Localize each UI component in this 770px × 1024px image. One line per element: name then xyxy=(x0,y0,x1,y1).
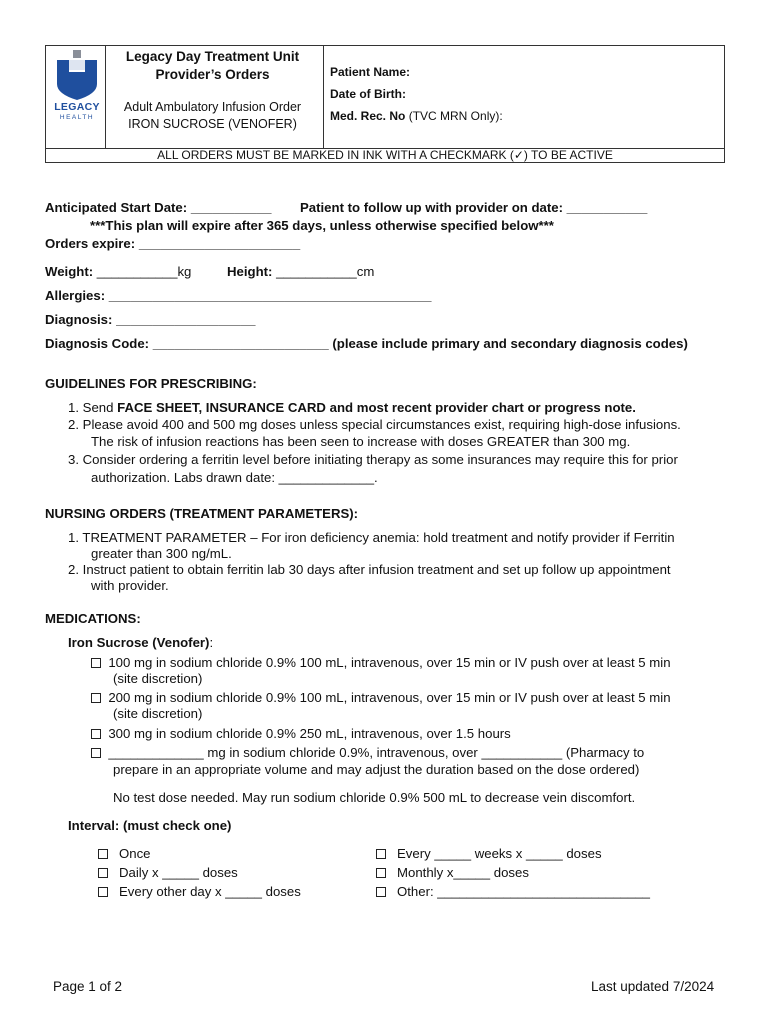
medication-option-100mg-cont: (site discretion) xyxy=(113,671,203,686)
interval-option-every-other-day[interactable] xyxy=(98,884,301,899)
interval-option-monthly[interactable] xyxy=(376,865,529,880)
medication-option-300mg[interactable] xyxy=(91,726,511,741)
logo-wordmark: LEGACY xyxy=(54,101,100,113)
interval-option-once[interactable] xyxy=(98,846,151,861)
weight-field[interactable] xyxy=(45,264,191,279)
logo-subtext: HEALTH xyxy=(59,114,95,121)
test-dose-note: No test dose needed. May run sodium chloride 0.9% 500 mL to decrease vein discomfort. xyxy=(113,790,636,805)
expiration-note: ***This plan will expire after 365 days, unless otherwise specified below*** xyxy=(90,218,554,233)
drug-name-title: IRON SUCROSE (VENOFER) xyxy=(128,117,297,131)
checkbox[interactable] xyxy=(91,729,101,739)
interval-option-other[interactable] xyxy=(376,884,650,899)
drug-name xyxy=(68,635,213,650)
drug-name-colon: : xyxy=(209,635,214,650)
checkbox[interactable] xyxy=(91,748,101,758)
checkbox[interactable] xyxy=(376,849,386,859)
medications-heading: MEDICATIONS: xyxy=(45,611,141,626)
orders-expire-field[interactable]: Orders expire: ______________________ xyxy=(45,236,301,251)
interval-heading: Interval: (must check one) xyxy=(68,818,232,833)
option-label: 100 mg in sodium chloride 0.9% 100 mL, intravenous, over 15 min or IV push over at least 5 min xyxy=(108,655,671,670)
guideline-1-prefix: 1. Send xyxy=(68,400,118,415)
form-title: Provider’s Orders xyxy=(155,67,270,82)
checkbox[interactable] xyxy=(376,887,386,897)
option-label: 300 mg in sodium chloride 0.9% 250 mL, intravenous, over 1.5 hours xyxy=(108,726,511,741)
dob-label: Date of Birth: xyxy=(330,87,406,101)
nursing-heading: NURSING ORDERS (TREATMENT PARAMETERS): xyxy=(45,506,359,521)
checkbox[interactable] xyxy=(91,693,101,703)
height-field[interactable] xyxy=(227,264,374,279)
order-header-box xyxy=(45,45,725,149)
medication-option-200mg-cont: (site discretion) xyxy=(113,706,203,721)
medication-option-200mg[interactable] xyxy=(91,690,671,705)
checkbox[interactable] xyxy=(98,868,108,878)
option-label: Once xyxy=(119,846,151,861)
legacy-health-logo xyxy=(51,50,103,124)
guideline-item-1 xyxy=(68,400,636,415)
option-label: Every _____ weeks x _____ doses xyxy=(397,846,602,861)
option-label: 200 mg in sodium chloride 0.9% 100 mL, intravenous, over 15 min or IV push over at least 5 min xyxy=(108,690,671,705)
option-label: Daily x _____ doses xyxy=(119,865,238,880)
legacy-shield-icon xyxy=(51,50,103,100)
nursing-item-1-cont: greater than 300 ng/mL. xyxy=(91,546,232,561)
interval-option-weekly[interactable] xyxy=(376,846,602,861)
allergies-field[interactable]: Allergies: ____________________________________________ xyxy=(45,288,432,303)
weight-label: Weight: xyxy=(45,264,94,279)
weight-blank: ___________kg xyxy=(93,264,192,279)
diagnosis-code-field[interactable]: Diagnosis Code: ________________________ (please include primary and secondary diagnosis codes) xyxy=(45,336,688,351)
guideline-item-2: 2. Please avoid 400 and 500 mg doses unless special circumstances exist, requiring high-dose infusions. xyxy=(68,417,681,432)
option-label: _____________ mg in sodium chloride 0.9%, intravenous, over ___________ (Pharmacy to xyxy=(108,745,645,760)
last-updated: Last updated 7/2024 xyxy=(591,979,715,994)
mrn-note: (TVC MRN Only): xyxy=(405,109,503,123)
checkbox[interactable] xyxy=(98,849,108,859)
checkbox[interactable] xyxy=(91,658,101,668)
medication-option-custom-cont: prepare in an appropriate volume and may adjust the duration based on the dose ordered) xyxy=(113,762,640,777)
medication-option-custom[interactable] xyxy=(91,745,644,760)
drug-name-bold: Iron Sucrose (Venofer) xyxy=(68,635,210,650)
height-blank: ___________cm xyxy=(272,264,375,279)
interval-option-daily[interactable] xyxy=(98,865,238,880)
option-label: Other: _____________________________ xyxy=(397,884,651,899)
guideline-item-3: 3. Consider ordering a ferritin level before initiating therapy as some insurances may require this for prior xyxy=(68,452,678,467)
option-label: Every other day x _____ doses xyxy=(119,884,301,899)
option-label: Monthly x_____ doses xyxy=(397,865,529,880)
mrn-label-line xyxy=(330,109,503,123)
order-type: Adult Ambulatory Infusion Order xyxy=(123,100,302,114)
diagnosis-field[interactable]: Diagnosis: ___________________ xyxy=(45,312,256,327)
mrn-label: Med. Rec. No xyxy=(330,109,406,123)
page-number: Page 1 of 2 xyxy=(53,979,123,994)
guideline-1-bold: FACE SHEET, INSURANCE CARD and most recent provider chart or progress note. xyxy=(117,400,636,415)
nursing-item-2: 2. Instruct patient to obtain ferritin lab 30 days after infusion treatment and set up follow up appointment xyxy=(68,562,671,577)
guideline-item-2-cont: The risk of infusion reactions has been seen to increase with doses GREATER than 300 mg. xyxy=(91,434,631,449)
unit-title: Legacy Day Treatment Unit xyxy=(125,49,300,64)
labs-drawn-date-field[interactable]: authorization. Labs drawn date: _____________. xyxy=(91,470,378,485)
patient-name-label: Patient Name: xyxy=(330,65,411,79)
guidelines-heading: GUIDELINES FOR PRESCRIBING: xyxy=(45,376,257,391)
start-date-field[interactable]: Anticipated Start Date: ___________ xyxy=(45,200,272,215)
medication-option-100mg[interactable] xyxy=(91,655,671,670)
checkbox[interactable] xyxy=(376,868,386,878)
nursing-item-1: 1. TREATMENT PARAMETER – For iron deficiency anemia: hold treatment and notify provider if Ferritin xyxy=(68,530,675,545)
follow-up-date-field[interactable]: Patient to follow up with provider on date: ___________ xyxy=(300,200,648,215)
header-divider xyxy=(323,46,324,148)
checkbox[interactable] xyxy=(98,887,108,897)
nursing-item-2-cont: with provider. xyxy=(91,578,169,593)
height-label: Height: xyxy=(227,264,273,279)
checkmark-banner: ALL ORDERS MUST BE MARKED IN INK WITH A CHECKMARK (✓) TO BE ACTIVE xyxy=(45,149,725,163)
